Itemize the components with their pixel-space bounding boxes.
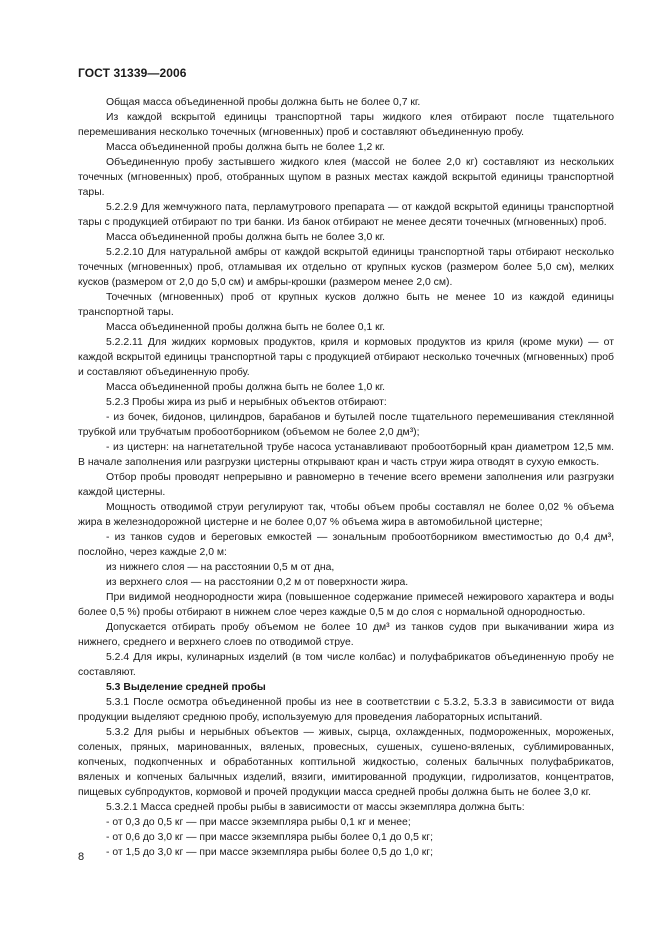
paragraph: 5.2.3 Пробы жира из рыб и нерыбных объектов отбирают: [106,397,387,408]
paragraph: - из бочек, бидонов, цилиндров, барабанов и бутылей после тщательного перемешивания стеклянной трубкой или трубчатым пробоотборником (объемом не более 2,0 дм³); [78,412,614,438]
paragraph: 5.3.2.1 Масса средней пробы рыбы в зависимости от массы экземпляра должна быть: [106,802,525,813]
paragraph: Точечных (мгновенных) проб от крупных кусков должно быть не менее 10 из каждой единицы транспортной тары. [78,292,614,318]
paragraph: 5.2.2.10 Для натуральной амбры от каждой вскрытой единицы транспортной тары отбирают несколько точечных (мгновенных) проб, отламывая их отдельно от крупных кусков (размером более 5,0 см), мелких кусков (размером от 2,0 до 5,0 см) и амбры-крошки (размером менее 2,0 см). [78,247,614,288]
document-body [78,95,614,860]
paragraph: - из танков судов и береговых емкостей — зональным пробоотборником вместимостью до 0,4 дм³, послойно, через каждые 2,0 м: [78,532,614,558]
paragraph: 5.2.4 Для икры, кулинарных изделий (в том числе колбас) и полуфабрикатов объединенную пробу не составляют. [78,652,614,678]
document-header: ГОСТ 31339—2006 [78,66,187,80]
paragraph: Из каждой вскрытой единицы транспортной тары жидкого клея отбирают после тщательного перемешивания несколько точечных (мгновенных) проб и составляют объединенную пробу. [78,112,614,138]
paragraph: Объединенную пробу застывшего жидкого клея (массой не более 2,0 кг) составляют из нескольких точечных (мгновенных) проб, отобранных щупом в разных местах каждой вскрытой единицы транспортной тары. [78,157,614,198]
paragraph: 5.3.2 Для рыбы и нерыбных объектов — живых, сырца, охлажденных, подмороженных, мороженых, соленых, пряных, маринованных, вяленых, провесных, сушеных, сушено-вяленых, сублимированных, копченых, подкопченных и обработанных коптильной жидкостью, соленых балычных полуфабрикатов, вяленых и копченых балычных изделий, вязиги, имитированной продукции, гидролизатов, концентратов, пищевых субпродуктов, кормовой и прочей продукции масса средней пробы должна быть не более 3,0 кг. [78,727,614,798]
paragraph: Общая масса объединенной пробы должна быть не более 0,7 кг. [106,97,421,108]
page-number: 8 [78,851,85,863]
paragraph: - от 0,6 до 3,0 кг — при массе экземпляра рыбы более 0,1 до 0,5 кг; [106,832,433,843]
paragraph: - из цистерн: на нагнетательной трубе насоса устанавливают пробоотборный кран диаметром 12,5 мм. В начале заполнения или разгрузки цистерны открывают кран и часть струи жира отводят в сухую емкость. [78,442,614,468]
section-heading: 5.3 Выделение средней пробы [106,682,266,693]
paragraph: Допускается отбирать пробу объемом не более 10 дм³ из танков судов при выкачивании жира из нижнего, среднего и верхнего слоев по отводимой струе. [78,622,614,648]
paragraph: Отбор пробы проводят непрерывно и равномерно в течение всего времени заполнения или разгрузки каждой цистерны. [78,472,614,498]
paragraph: из верхнего слоя — на расстоянии 0,2 м от поверхности жира. [106,577,409,588]
paragraph: - от 0,3 до 0,5 кг — при массе экземпляра рыбы 0,1 кг и менее; [106,817,411,828]
paragraph: 5.2.2.9 Для жемчужного пата, перламутрового препарата — от каждой вскрытой единицы транспортной тары с продукцией отбирают по три банки. Из банок отбирают не менее десяти точечных (мгновенных) проб. [78,202,614,228]
paragraph: Масса объединенной пробы должна быть не более 1,0 кг. [106,382,386,393]
paragraph: При видимой неоднородности жира (повышенное содержание примесей нежирового характера и воды более 0,5 %) пробы отбирают в нижнем слое через каждые 0,5 м до слоя с нормальной однородностью. [78,592,614,618]
paragraph: Масса объединенной пробы должна быть не более 0,1 кг. [106,322,386,333]
paragraph: - от 1,5 до 3,0 кг — при массе экземпляра рыбы более 0,5 до 1,0 кг; [106,847,433,858]
paragraph: из нижнего слоя — на расстоянии 0,5 м от дна, [106,562,335,573]
paragraph: Масса объединенной пробы должна быть не более 1,2 кг. [106,142,386,153]
paragraph: 5.2.2.11 Для жидких кормовых продуктов, криля и кормовых продуктов из криля (кроме муки) — от каждой вскрытой единицы транспортной тары с продукцией отбирают несколько точечных (мгновенных) проб и составляют объединенную пробу. [78,337,614,378]
paragraph: Масса объединенной пробы должна быть не более 3,0 кг. [106,232,386,243]
paragraph: 5.3.1 После осмотра объединенной пробы из нее в соответствии с 5.3.2, 5.3.3 в зависимости от вида продукции выделяют среднюю пробу, используемую для проведения лабораторных испытаний. [78,697,614,723]
paragraph: Мощность отводимой струи регулируют так, чтобы объем пробы составлял не более 0,02 % объема жира в железнодорожной цистерне и не более 0,07 % объема жира в автомобильной цистерне; [78,502,614,528]
